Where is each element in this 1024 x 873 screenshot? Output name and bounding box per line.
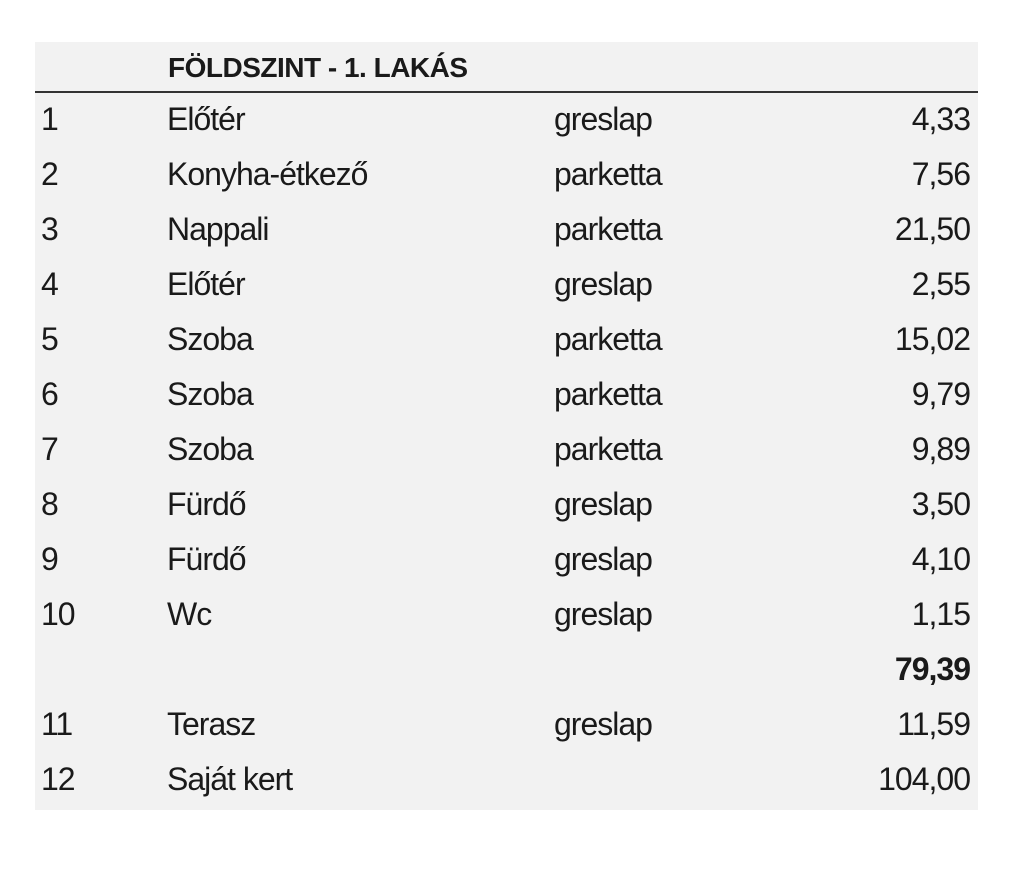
- room-number: 6: [41, 376, 58, 412]
- table-row: [35, 203, 978, 258]
- room-name: Wc: [167, 596, 212, 632]
- room-area: 15,02: [894, 321, 970, 357]
- table-row: [35, 423, 978, 478]
- room-area: 1,15: [911, 596, 970, 632]
- room-number: 11: [41, 706, 73, 742]
- table-row: [35, 753, 978, 808]
- floor-material: greslap: [554, 101, 652, 137]
- subtotal-row: [35, 643, 978, 698]
- floor-material: parketta: [554, 376, 662, 412]
- table-row: [35, 148, 978, 203]
- table-row: [35, 313, 978, 368]
- room-name: Fürdő: [167, 486, 246, 522]
- room-area: 2,55: [911, 266, 970, 302]
- floor-material: parketta: [554, 321, 662, 357]
- room-name: Szoba: [167, 321, 253, 357]
- room-name: Előtér: [167, 101, 245, 137]
- room-area: 3,50: [911, 486, 970, 522]
- table-row: [35, 258, 978, 313]
- floor-material: greslap: [554, 541, 652, 577]
- room-area: 9,89: [911, 431, 970, 467]
- floor-material: parketta: [554, 211, 662, 247]
- room-name: Nappali: [167, 211, 269, 247]
- room-area-table: [35, 42, 978, 810]
- subtotal-area: 79,39: [894, 651, 970, 687]
- floor-material: greslap: [554, 486, 652, 522]
- room-area: 21,50: [894, 211, 970, 247]
- room-area: 11,59: [897, 706, 970, 742]
- room-number: 3: [41, 211, 58, 247]
- room-number: 2: [41, 156, 58, 192]
- room-number: 8: [41, 486, 58, 522]
- room-number: 5: [41, 321, 58, 357]
- room-name: Saját kert: [167, 761, 293, 797]
- table-row: [35, 478, 978, 533]
- room-area: 4,10: [911, 541, 970, 577]
- room-number: 1: [41, 101, 58, 137]
- table-row: [35, 93, 978, 148]
- room-number: 4: [41, 266, 58, 302]
- table-row: [35, 368, 978, 423]
- room-name: Fürdő: [167, 541, 246, 577]
- room-name: Szoba: [167, 376, 253, 412]
- floor-material: parketta: [554, 156, 662, 192]
- table-body: [35, 93, 978, 808]
- room-name: Előtér: [167, 266, 245, 302]
- room-number: 7: [41, 431, 58, 467]
- table-row: [35, 698, 978, 753]
- room-number: 10: [41, 596, 75, 632]
- room-number: 9: [41, 541, 58, 577]
- room-number: 12: [41, 761, 75, 797]
- floor-material: parketta: [554, 431, 662, 467]
- floor-material: greslap: [554, 596, 652, 632]
- table-header: [35, 42, 978, 93]
- table-row: [35, 533, 978, 588]
- room-area: 4,33: [911, 101, 970, 137]
- room-area: 7,56: [911, 156, 970, 192]
- room-name: Konyha-étkező: [167, 156, 368, 192]
- floor-material: greslap: [554, 706, 652, 742]
- table-row: [35, 588, 978, 643]
- floor-material: greslap: [554, 266, 652, 302]
- room-area: 9,79: [911, 376, 970, 412]
- room-name: Terasz: [167, 706, 256, 742]
- room-name: Szoba: [167, 431, 253, 467]
- table-title: FÖLDSZINT - 1. LAKÁS: [168, 52, 468, 83]
- room-area: 104,00: [878, 761, 970, 797]
